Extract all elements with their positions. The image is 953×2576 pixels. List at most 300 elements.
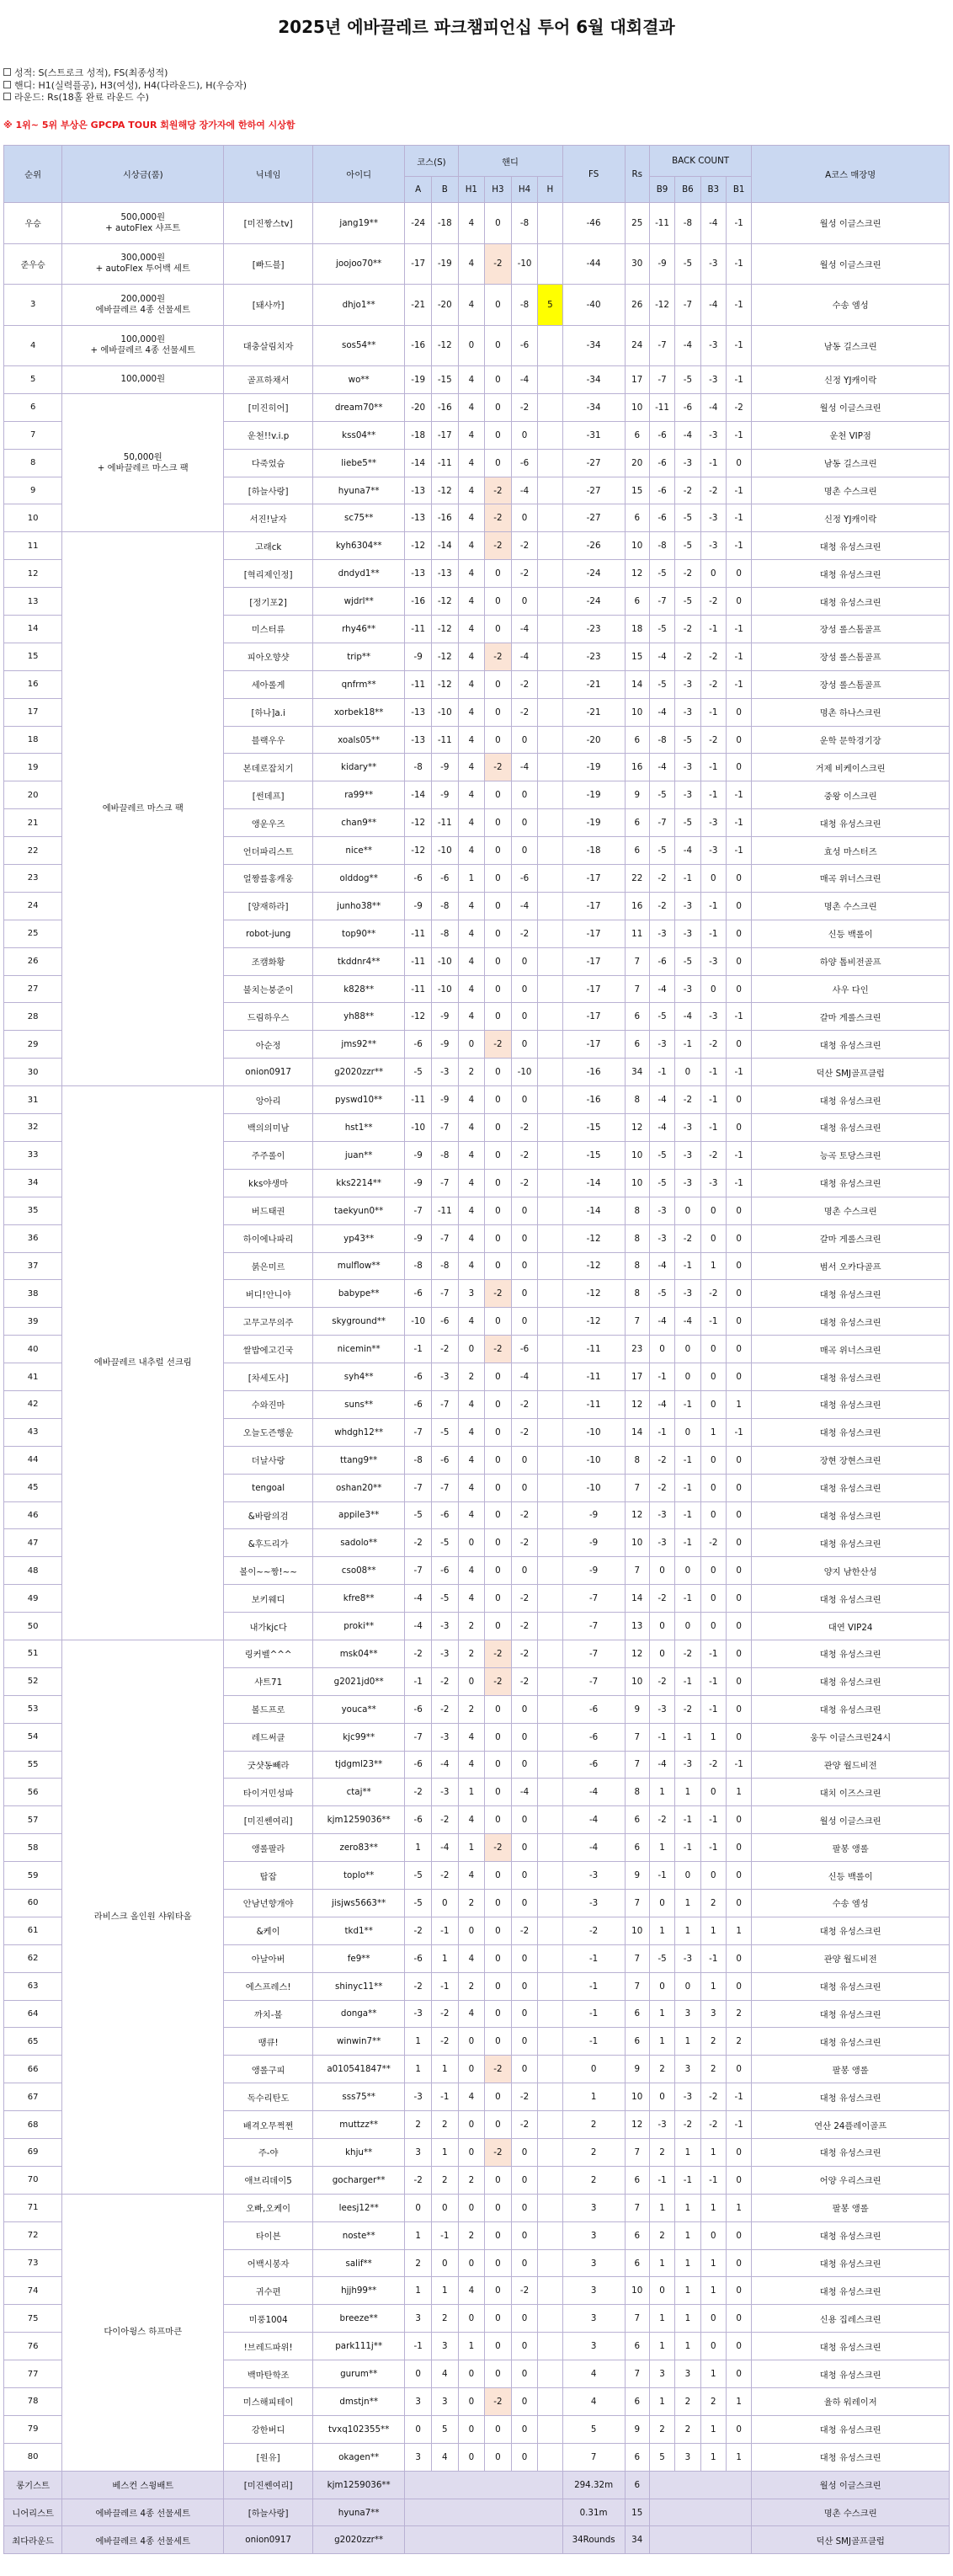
award-label-cell: 최다라운드	[4, 2526, 62, 2554]
final-score-cell: -12	[562, 1252, 625, 1280]
final-score-cell: -6	[562, 1751, 625, 1779]
id-cell: kss04**	[312, 421, 404, 449]
h-cell	[538, 1667, 562, 1695]
award-value-cell: 294.32m	[562, 2471, 625, 2499]
b9-cell: -3	[649, 2111, 674, 2139]
b6-cell: -2	[675, 1695, 700, 1723]
b3-cell: -3	[700, 325, 726, 366]
nickname-cell: 대충살림치자	[224, 325, 313, 366]
nickname-cell: 본데로잡치기	[224, 754, 313, 781]
rounds-cell: 6	[625, 2249, 649, 2277]
empty-cell	[649, 2499, 752, 2526]
b1-cell: 0	[726, 698, 751, 726]
id-cell: toplo**	[312, 1862, 404, 1890]
b9-cell: -4	[649, 1308, 674, 1336]
h-cell	[538, 366, 562, 394]
nickname-cell: 앵운우즈	[224, 809, 313, 837]
h-cell	[538, 837, 562, 865]
id-cell: mulflow**	[312, 1252, 404, 1280]
final-score-cell: -7	[562, 1613, 625, 1640]
b6-cell: -3	[675, 1751, 700, 1779]
course-b-cell: -9	[431, 1031, 458, 1059]
results-table	[3, 145, 950, 2554]
h4-cell: 0	[511, 2194, 538, 2221]
h3-cell: 0	[485, 2083, 512, 2111]
rounds-cell: 17	[625, 366, 649, 394]
h3-cell: 0	[485, 781, 512, 809]
b3-cell: -1	[700, 1695, 726, 1723]
b1-cell: 0	[726, 1308, 751, 1336]
h3-cell: 0	[485, 366, 512, 394]
h-cell	[538, 2249, 562, 2277]
b6-cell: 0	[675, 1613, 700, 1640]
b9-cell: -6	[649, 477, 674, 504]
rank-cell: 46	[4, 1501, 62, 1529]
b9-cell: -2	[649, 1446, 674, 1474]
award-prize-cell: 에바끌레르 4종 선물세트	[62, 2526, 224, 2554]
b6-cell: -1	[675, 1723, 700, 1751]
col-b6: B6	[675, 177, 700, 203]
id-cell: ttang9**	[312, 1446, 404, 1474]
final-score-cell: -19	[562, 754, 625, 781]
rounds-cell: 7	[625, 1474, 649, 1501]
nickname-cell: 내가kjc다	[224, 1613, 313, 1640]
h1-cell: 4	[458, 421, 485, 449]
b1-cell: 0	[726, 1944, 751, 1972]
b1-cell: 1	[726, 1917, 751, 1944]
h1-cell: 4	[458, 1501, 485, 1529]
id-cell: juan**	[312, 1141, 404, 1169]
rank-cell: 40	[4, 1336, 62, 1363]
h3-cell: -2	[485, 532, 512, 560]
course-b-cell: -10	[431, 947, 458, 975]
b3-cell: -1	[700, 754, 726, 781]
rounds-cell: 7	[625, 1751, 649, 1779]
h1-cell: 4	[458, 947, 485, 975]
b6-cell: 3	[675, 2056, 700, 2083]
course-a-cell: 3	[405, 2388, 432, 2416]
course-b-cell: 2	[431, 2166, 458, 2194]
h1-cell: 4	[458, 892, 485, 920]
course-a-cell: -7	[405, 1474, 432, 1501]
results-body	[4, 203, 950, 2554]
id-cell: g2021jd0**	[312, 1667, 404, 1695]
h-cell: 5	[538, 285, 562, 326]
final-score-cell: 5	[562, 2415, 625, 2443]
course-a-cell: -6	[405, 1031, 432, 1059]
rank-cell: 45	[4, 1474, 62, 1501]
rank-cell: 8	[4, 449, 62, 477]
h-cell	[538, 1585, 562, 1613]
col-h3: H3	[485, 177, 512, 203]
h-cell	[538, 1446, 562, 1474]
course-b-cell: -8	[431, 1141, 458, 1169]
b6-cell: -1	[675, 1667, 700, 1695]
b6-cell: 1	[675, 1779, 700, 1806]
award-id-cell: g2020zzr**	[312, 2526, 404, 2554]
rounds-cell: 16	[625, 754, 649, 781]
course-b-cell: -8	[431, 920, 458, 947]
h3-cell: 0	[485, 1141, 512, 1169]
rank-cell: 31	[4, 1086, 62, 1114]
id-cell: khju**	[312, 2139, 404, 2167]
id-cell: sos54**	[312, 325, 404, 366]
final-score-cell: -26	[562, 532, 625, 560]
h3-cell: 0	[485, 1944, 512, 1972]
award-label-cell: 롱기스트	[4, 2471, 62, 2499]
final-score-cell: -1	[562, 2028, 625, 2056]
b9-cell: -3	[649, 1224, 674, 1252]
nickname-cell: 아날아버	[224, 1944, 313, 1972]
b3-cell: -1	[700, 1086, 726, 1114]
h1-cell: 1	[458, 2333, 485, 2360]
h-cell	[538, 1917, 562, 1944]
course-a-cell: 1	[405, 2028, 432, 2056]
special-award-row	[4, 2471, 950, 2499]
nickname-cell: &후드리가	[224, 1529, 313, 1557]
h4-cell: -4	[511, 643, 538, 670]
rounds-cell: 6	[625, 588, 649, 616]
h3-cell: 0	[485, 975, 512, 1003]
nickname-cell: 오늘도즌행운	[224, 1418, 313, 1446]
b6-cell: -2	[675, 616, 700, 643]
course-a-cell: -2	[405, 1640, 432, 1667]
course-b-cell: -13	[431, 560, 458, 588]
b9-cell: -4	[649, 1086, 674, 1114]
b3-cell: -1	[700, 1059, 726, 1086]
nickname-cell: 레드써클	[224, 1723, 313, 1751]
b9-cell: -9	[649, 243, 674, 285]
h3-cell: 0	[485, 2249, 512, 2277]
course-a-cell: -8	[405, 754, 432, 781]
venue-cell: 장성 롤스톰골프	[752, 670, 950, 698]
h3-cell: 0	[485, 1695, 512, 1723]
col-fs: FS	[562, 146, 625, 203]
h4-cell: 0	[511, 2360, 538, 2388]
h4-cell: 0	[511, 1031, 538, 1059]
h4-cell: -4	[511, 754, 538, 781]
rounds-cell: 7	[625, 947, 649, 975]
b1-cell: 0	[726, 1363, 751, 1391]
final-score-cell: -19	[562, 781, 625, 809]
b6-cell: -6	[675, 393, 700, 421]
h-cell	[538, 2388, 562, 2416]
rounds-cell: 7	[625, 1723, 649, 1751]
h4-cell: 0	[511, 2388, 538, 2416]
b3-cell: 0	[700, 560, 726, 588]
h4-cell: 0	[511, 781, 538, 809]
h1-cell: 0	[458, 2194, 485, 2221]
rank-cell: 10	[4, 504, 62, 532]
b9-cell: -2	[649, 1667, 674, 1695]
course-a-cell: -9	[405, 1224, 432, 1252]
col-venue: A코스 매장명	[752, 146, 950, 203]
id-cell: jang19**	[312, 203, 404, 244]
id-cell: kks2214**	[312, 1169, 404, 1197]
b1-cell: -1	[726, 781, 751, 809]
b6-cell: -4	[675, 1003, 700, 1031]
final-score-cell: -17	[562, 920, 625, 947]
h4-cell: -4	[511, 892, 538, 920]
final-score-cell: -17	[562, 865, 625, 893]
b1-cell: 0	[726, 2305, 751, 2333]
rounds-cell: 15	[625, 477, 649, 504]
b1-cell: 0	[726, 1834, 751, 1862]
prize-line: 100,000원	[120, 334, 166, 345]
nickname-cell: 까치-볼	[224, 2000, 313, 2028]
rank-cell: 58	[4, 1834, 62, 1862]
b6-cell: 0	[675, 1557, 700, 1585]
h-cell	[538, 1031, 562, 1059]
course-a-cell: -9	[405, 1141, 432, 1169]
b9-cell: 2	[649, 2139, 674, 2167]
b9-cell: -6	[649, 947, 674, 975]
h3-cell: 0	[485, 2277, 512, 2305]
rounds-cell: 7	[625, 1972, 649, 2000]
id-cell: salif**	[312, 2249, 404, 2277]
final-score-cell: -16	[562, 1086, 625, 1114]
h4-cell: 0	[511, 2000, 538, 2028]
venue-cell: 대청 유성스크린	[752, 1390, 950, 1418]
h4-cell: -2	[511, 1585, 538, 1613]
b9-cell: 1	[649, 2000, 674, 2028]
h4-cell: -10	[511, 1059, 538, 1086]
venue-cell: 대청 유성스크린	[752, 2000, 950, 2028]
rank-cell: 16	[4, 670, 62, 698]
venue-cell: 장성 롤스톰골프	[752, 616, 950, 643]
b3-cell: 0	[700, 1862, 726, 1890]
final-score-cell: -17	[562, 1031, 625, 1059]
b3-cell: -1	[700, 449, 726, 477]
venue-cell: 대청 유성스크린	[752, 1114, 950, 1142]
rounds-cell: 6	[625, 2000, 649, 2028]
b1-cell: 0	[726, 1501, 751, 1529]
course-a-cell: -6	[405, 1363, 432, 1391]
b3-cell: 0	[700, 2221, 726, 2249]
table-row	[4, 532, 950, 560]
venue-cell: 대청 유성스크린	[752, 2083, 950, 2111]
h1-cell: 4	[458, 1197, 485, 1224]
venue-cell: 장성 롤스톰골프	[752, 643, 950, 670]
h1-cell: 0	[458, 1917, 485, 1944]
b9-cell: -4	[649, 1751, 674, 1779]
b9-cell: -6	[649, 504, 674, 532]
venue-cell: 팔봉 앵롤	[752, 2194, 950, 2221]
h1-cell: 0	[458, 2360, 485, 2388]
venue-cell: 명촌 하나스크린	[752, 698, 950, 726]
b1-cell: 0	[726, 1585, 751, 1613]
b6-cell: -1	[675, 1834, 700, 1862]
course-a-cell: -12	[405, 1003, 432, 1031]
award-prize-cell: 베스컨 스윙배트	[62, 2471, 224, 2499]
h3-cell: -2	[485, 643, 512, 670]
h3-cell: 0	[485, 809, 512, 837]
h4-cell: -2	[511, 670, 538, 698]
id-cell: dmstjn**	[312, 2388, 404, 2416]
h1-cell: 0	[458, 2415, 485, 2443]
b9-cell: -3	[649, 1695, 674, 1723]
b1-cell: 0	[726, 1889, 751, 1917]
h1-cell: 4	[458, 1308, 485, 1336]
h-cell	[538, 2415, 562, 2443]
h-cell	[538, 243, 562, 285]
empty-cell	[649, 2471, 752, 2499]
course-a-cell: -9	[405, 892, 432, 920]
h3-cell: 0	[485, 1003, 512, 1031]
col-b3: B3	[700, 177, 726, 203]
venue-cell: 거제 비케이스크린	[752, 754, 950, 781]
award-rounds-cell: 15	[625, 2499, 649, 2526]
rounds-cell: 23	[625, 1336, 649, 1363]
b1-cell: 0	[726, 1224, 751, 1252]
course-b-cell: 2	[431, 2111, 458, 2139]
rounds-cell: 8	[625, 1280, 649, 1308]
id-cell: tjdgml23**	[312, 1751, 404, 1779]
h1-cell: 0	[458, 1529, 485, 1557]
b1-cell: 0	[726, 1474, 751, 1501]
venue-cell: 장현 장현스크린	[752, 1446, 950, 1474]
h3-cell: 0	[485, 670, 512, 698]
rank-cell: 21	[4, 809, 62, 837]
course-a-cell: -11	[405, 670, 432, 698]
h-cell	[538, 2333, 562, 2360]
h4-cell: 0	[511, 1889, 538, 1917]
course-a-cell: -8	[405, 1446, 432, 1474]
rank-cell: 76	[4, 2333, 62, 2360]
b3-cell: 3	[700, 2000, 726, 2028]
course-b-cell: -3	[431, 1723, 458, 1751]
nickname-cell: 안남년향개야	[224, 1889, 313, 1917]
course-a-cell: 3	[405, 2443, 432, 2471]
h3-cell: 0	[485, 2028, 512, 2056]
venue-cell: 월성 이글스크린	[752, 1806, 950, 1834]
b9-cell: -7	[649, 588, 674, 616]
b9-cell: -5	[649, 1003, 674, 1031]
course-a-cell: -14	[405, 781, 432, 809]
final-score-cell: -10	[562, 1474, 625, 1501]
b3-cell: 0	[700, 1557, 726, 1585]
prize-cell	[62, 2194, 224, 2471]
h-cell	[538, 1751, 562, 1779]
rounds-cell: 12	[625, 1390, 649, 1418]
h-cell	[538, 1557, 562, 1585]
final-score-cell: 3	[562, 2333, 625, 2360]
b1-cell: 0	[726, 1114, 751, 1142]
rank-cell: 준우승	[4, 243, 62, 285]
b6-cell: -5	[675, 504, 700, 532]
b1-cell: 0	[726, 2360, 751, 2388]
h4-cell: -8	[511, 203, 538, 244]
b9-cell: -1	[649, 1418, 674, 1446]
id-cell: oshan20**	[312, 1474, 404, 1501]
h1-cell: 4	[458, 1114, 485, 1142]
nickname-cell: 배격오무쩍쩐	[224, 2111, 313, 2139]
course-b-cell: -3	[431, 1640, 458, 1667]
b1-cell: -1	[726, 532, 751, 560]
id-cell: yh88**	[312, 1003, 404, 1031]
h4-cell: -2	[511, 1390, 538, 1418]
award-id-cell: hyuna7**	[312, 2499, 404, 2526]
rank-cell: 4	[4, 325, 62, 366]
venue-cell: 능곡 토당스크린	[752, 1141, 950, 1169]
h-cell	[538, 203, 562, 244]
venue-cell: 대청 유성스크린	[752, 2249, 950, 2277]
h3-cell: 0	[485, 1418, 512, 1446]
final-score-cell: -44	[562, 243, 625, 285]
h1-cell: 3	[458, 1280, 485, 1308]
h1-cell: 4	[458, 1585, 485, 1613]
course-b-cell: 0	[431, 2249, 458, 2277]
b1-cell: 0	[726, 892, 751, 920]
b6-cell: 3	[675, 2443, 700, 2471]
rounds-cell: 9	[625, 1695, 649, 1723]
venue-cell: 대청 유성스크린	[752, 1972, 950, 2000]
venue-cell: 대청 유성스크린	[752, 1501, 950, 1529]
h3-cell: 0	[485, 1474, 512, 1501]
b3-cell: -1	[700, 1114, 726, 1142]
id-cell: yp43**	[312, 1224, 404, 1252]
b6-cell: -1	[675, 1474, 700, 1501]
award-rounds-cell: 6	[625, 2471, 649, 2499]
nickname-cell: &바람의검	[224, 1501, 313, 1529]
h4-cell: -2	[511, 2111, 538, 2139]
b9-cell: -4	[649, 1390, 674, 1418]
prize-cell	[62, 366, 224, 394]
rounds-cell: 9	[625, 2415, 649, 2443]
b9-cell: -5	[649, 1169, 674, 1197]
nickname-cell: 언더파리스트	[224, 837, 313, 865]
b3-cell: -1	[700, 781, 726, 809]
b9-cell: -5	[649, 1944, 674, 1972]
rounds-cell: 10	[625, 1529, 649, 1557]
course-b-cell: -11	[431, 726, 458, 754]
prize-line: 다이아윙스 하프마큰	[104, 2327, 183, 2338]
rounds-cell: 6	[625, 2221, 649, 2249]
b9-cell: 1	[649, 1779, 674, 1806]
b1-cell: 0	[726, 975, 751, 1003]
b6-cell: -5	[675, 532, 700, 560]
h3-cell: 0	[485, 1751, 512, 1779]
course-b-cell: 1	[431, 2056, 458, 2083]
rank-cell: 73	[4, 2249, 62, 2277]
final-score-cell: 3	[562, 2249, 625, 2277]
course-a-cell: -13	[405, 477, 432, 504]
b6-cell: -5	[675, 726, 700, 754]
venue-cell: 대청 유성스크린	[752, 1667, 950, 1695]
h4-cell: 0	[511, 726, 538, 754]
b3-cell: -3	[700, 1003, 726, 1031]
rounds-cell: 20	[625, 449, 649, 477]
id-cell: nicemin**	[312, 1336, 404, 1363]
col-h4: H4	[511, 177, 538, 203]
id-cell: kfre8**	[312, 1585, 404, 1613]
b9-cell: -8	[649, 532, 674, 560]
b3-cell: -1	[700, 1308, 726, 1336]
nickname-cell: 타이븐	[224, 2221, 313, 2249]
h4-cell: 0	[511, 947, 538, 975]
course-b-cell: -7	[431, 1169, 458, 1197]
course-a-cell: -2	[405, 1529, 432, 1557]
rank-cell: 22	[4, 837, 62, 865]
b3-cell: -2	[700, 1280, 726, 1308]
b1-cell: 0	[726, 1446, 751, 1474]
nickname-cell: 앵롤구피	[224, 2056, 313, 2083]
b3-cell: 0	[700, 1197, 726, 1224]
h-cell	[538, 1806, 562, 1834]
b3-cell: 0	[700, 1501, 726, 1529]
course-b-cell: -3	[431, 1363, 458, 1391]
h1-cell: 4	[458, 809, 485, 837]
